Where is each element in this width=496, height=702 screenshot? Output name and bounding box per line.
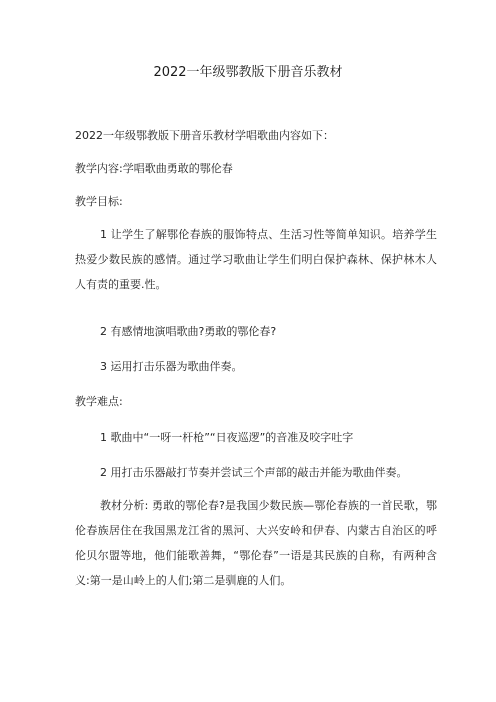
teaching-content: 教学内容:学唱歌曲勇敢的鄂伦春 — [75, 162, 233, 175]
intro-text: 2022一年级鄂教版下册音乐教材学唱歌曲内容如下： — [75, 129, 334, 142]
difficulty-heading: 教学难点: — [75, 395, 123, 408]
difficulty-1-text: 1 歌曲中“一呀一杆枪”“日夜巡逻”的音准及咬字吐字 — [100, 431, 354, 444]
goal-2-text: 2 有感情地演唱歌曲?勇敢的鄂伦春? — [100, 325, 277, 338]
goal-3-text: 3 运用打击乐器为歌曲伴奏。 — [100, 360, 243, 373]
document-title: 2022一年级鄂教版下册音乐教材 — [153, 65, 343, 80]
difficulty-2-text: 2 用打击乐器敲打节奏并尝试三个声部的敲击并能为歌曲伴奏。 — [100, 466, 408, 479]
analysis-paragraph: 教材分析: 勇敢的鄂伦春?是我国少数民族—鄂伦春族的一首民歌，鄂伦春族居住在我国黑龙江省的黑河、大兴安岭和伊春、内蒙古自治区的呼伦贝尔盟等地，他们能歌善舞，“鄂伦春”一语是其民族的自称，有两种含义:第一是山岭上的人们;第二是驯鹿的人们。 — [75, 499, 437, 587]
goals-heading: 教学目标: — [75, 195, 123, 208]
goal-1-paragraph: 1 让学生了解鄂伦春族的服饰特点、生活习性等简单知识。培养学生热爱少数民族的感情。通过学习歌曲让学生们明白保护森林、保护林木人人有责的重要.性。 — [75, 228, 437, 291]
